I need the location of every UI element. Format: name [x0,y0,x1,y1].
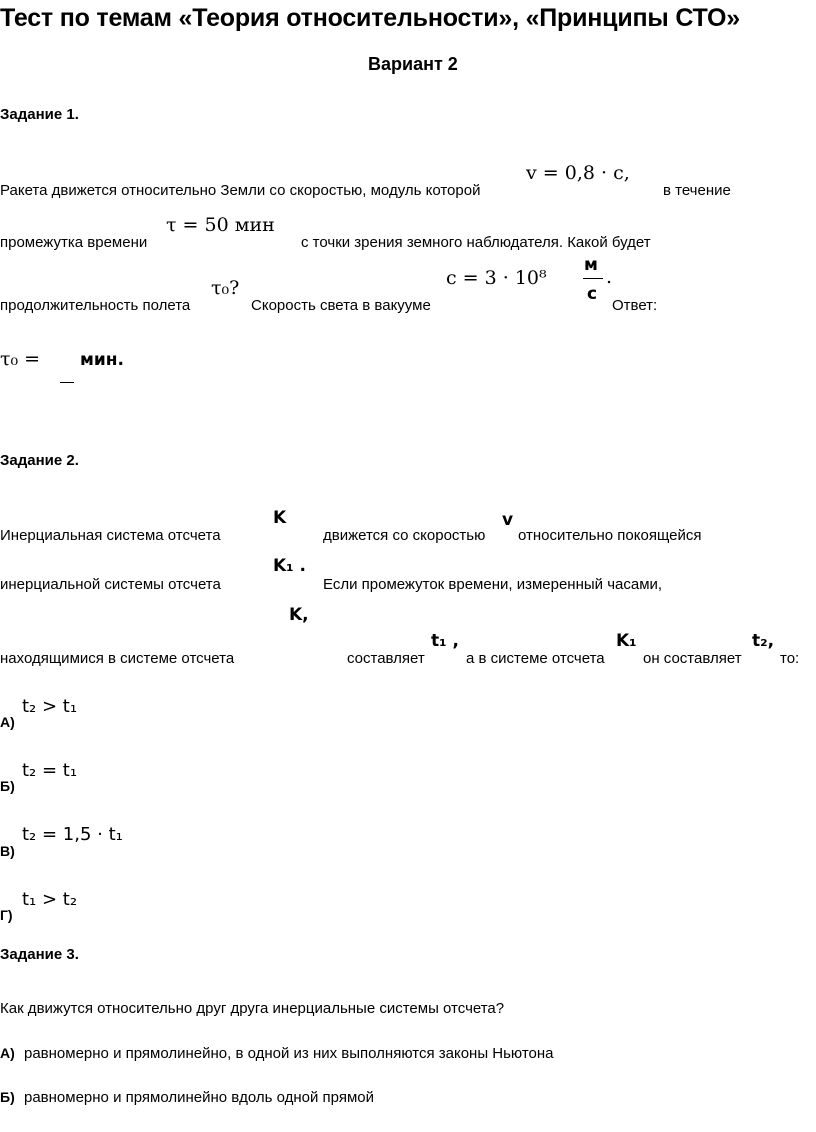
task1-formula-tau0-question: τ₀? [211,277,240,299]
task2-formula-K1-b: K₁ [616,631,637,651]
task1-line3: продолжительность полета [0,297,191,314]
task3-heading: Задание 3. [0,946,79,963]
task1-formula-light-speed: c = 3 · 10⁸ [446,267,547,289]
option-formula[interactable]: t₂ > t₁ [22,696,78,717]
fraction-bar [583,278,603,279]
option-text[interactable]: равномерно и прямолинейно вдоль одной прямой [24,1089,374,1106]
option-text[interactable]: равномерно и прямолинейно, в одной из них выполняются законы Ньютона [24,1045,554,1062]
task3-question: Как движутся относительно друг друга инерциальные системы отсчета? [0,1000,505,1017]
task2-line3: находящимися в системе отсчета [0,650,235,667]
task1-answer-lhs: τ₀ = [0,348,41,370]
task2-heading: Задание 2. [0,452,79,469]
task2-formula-K1: K₁ . [273,556,306,576]
task1-line2-end: с точки зрения земного наблюдателя. Какой будет [301,234,651,251]
option-letter: Г) [0,907,13,923]
task1-formula-time: τ = 50 мин [166,214,275,236]
task1-line1-end: в течение [663,182,731,199]
task1-line2: промежутка времени [0,234,148,251]
task1-line3-end: Ответ: [612,297,658,314]
option-formula[interactable]: t₁ > t₂ [22,889,78,910]
option-letter: В) [0,843,15,859]
task2-line1: Инерциальная система отсчета [0,527,221,544]
task1-formula-velocity: v = 0,8 · c, [526,162,630,184]
task2-line1-mid: движется со скоростью [323,527,486,544]
task2-line1-end: относительно покоящейся [518,527,702,544]
task1-unit-numerator: м [584,255,598,275]
task2-line3-mid3: он составляет [643,650,742,667]
task1-line1: Ракета движется относительно Земли со скоростью, модуль которой [0,182,481,199]
variant-label: Вариант 2 [368,54,458,74]
answer-blank[interactable] [60,382,74,383]
option-letter: А) [0,714,15,730]
page-title: Тест по темам «Теория относительности», «Принципы СТО» [0,4,740,32]
task1-unit-denominator: с [587,284,598,304]
task2-line3-mid: составляет [347,650,425,667]
task1-heading: Задание 1. [0,106,79,123]
option-letter: Б) [0,1089,15,1105]
task2-formula-t1: t₁ , [431,631,459,651]
task1-formula-dot: . [606,266,613,288]
task2-formula-v: v [502,510,514,530]
task1-line3-mid: Скорость света в вакууме [251,297,431,314]
task2-line2: инерциальной системы отсчета [0,576,221,593]
task2-formula-K: K [273,508,287,528]
task2-formula-K-comma: K, [289,605,309,625]
option-formula[interactable]: t₂ = t₁ [22,760,78,781]
task2-line3-end: то: [780,650,800,667]
option-letter: Б) [0,778,15,794]
task1-answer-unit: мин. [80,350,125,370]
task2-line3-mid2: а в системе отсчета [466,650,605,667]
task2-line2-end: Если промежуток времени, измеренный часами, [323,576,663,593]
option-letter: А) [0,1045,15,1061]
option-formula[interactable]: t₂ = 1,5 · t₁ [22,824,123,845]
task2-formula-t2: t₂, [752,631,775,651]
